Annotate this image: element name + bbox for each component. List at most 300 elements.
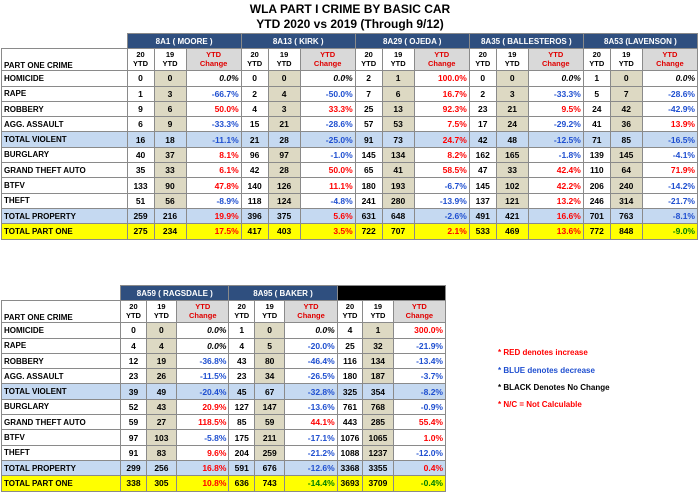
ytd-change: -20.0%	[285, 338, 337, 353]
table-row	[2, 193, 698, 208]
ytd-change: -0.4%	[393, 476, 445, 491]
year-label: 19	[165, 50, 175, 60]
ytd-change: -12.5%	[528, 132, 583, 147]
value-2019: 0	[154, 71, 186, 86]
value-2019: 147	[254, 399, 284, 414]
section-header: 8A35 ( BALLESTEROS )	[469, 34, 583, 49]
ytd-change: -46.4%	[285, 353, 337, 368]
report-subtitle: YTD 2020 vs 2019 (Through 9/12)	[256, 17, 444, 31]
year-label: 19	[279, 50, 289, 60]
ytd-change: -2.6%	[414, 208, 469, 223]
value-2020: 137	[469, 193, 496, 208]
value-2020: 0	[127, 71, 154, 86]
year-label: 20	[592, 50, 601, 60]
value-2020: 1	[229, 323, 255, 338]
year-label: 20	[364, 50, 373, 60]
value-2019: 37	[154, 147, 186, 162]
header-blank	[2, 34, 128, 49]
value-2019: 124	[268, 193, 300, 208]
table-row	[2, 224, 698, 239]
ytd-change: -21.7%	[642, 193, 697, 208]
column-header-2020	[229, 301, 255, 323]
value-2019: 1237	[363, 445, 393, 460]
ytd-change: 19.9%	[186, 208, 241, 223]
table-row	[2, 460, 446, 475]
value-2020: 6	[127, 117, 154, 132]
column-header-change	[393, 301, 445, 323]
ytd-change: -4.8%	[300, 193, 355, 208]
value-2020: 96	[241, 147, 268, 162]
value-2020: 43	[229, 353, 255, 368]
ytd-label: YTD	[434, 50, 450, 60]
value-2019: 53	[382, 117, 414, 132]
value-2019: 3709	[363, 476, 393, 491]
value-2020: 4	[337, 323, 363, 338]
column-header-2019	[268, 49, 300, 71]
value-2019: 0	[146, 323, 176, 338]
ytd-change: -26.5%	[285, 369, 337, 384]
value-2019: 9	[154, 117, 186, 132]
value-2019: 56	[154, 193, 186, 208]
value-2019: 5	[254, 338, 284, 353]
ytd-change: -28.6%	[642, 86, 697, 101]
ytd-label: YTD	[320, 50, 336, 60]
ytd-change: 16.7%	[414, 86, 469, 101]
ytd-change: -17.1%	[285, 430, 337, 445]
table-row	[2, 208, 698, 223]
year-label: 19	[393, 50, 403, 60]
value-2020: 9	[127, 101, 154, 116]
row-label: TOTAL VIOLENT	[2, 132, 128, 147]
ytd-change: -14.2%	[642, 178, 697, 193]
value-2020: 4	[241, 101, 268, 116]
ytd-change: -29.2%	[528, 117, 583, 132]
ytd-change: -13.9%	[414, 193, 469, 208]
value-2019: 3	[154, 86, 186, 101]
ytd-label: YTD	[206, 50, 222, 60]
row-label: HOMICIDE	[2, 323, 121, 338]
ytd-change: 58.5%	[414, 163, 469, 178]
ytd-change: -28.6%	[300, 117, 355, 132]
year-label: 20	[237, 302, 246, 312]
section-header: 8A95 ( BAKER )	[229, 286, 337, 301]
value-2020: 65	[355, 163, 382, 178]
value-2020: 133	[127, 178, 154, 193]
header-blank	[2, 286, 121, 301]
column-header-2019	[254, 301, 284, 323]
value-2019: 469	[496, 224, 528, 239]
value-2020: 139	[583, 147, 610, 162]
value-2019: 421	[496, 208, 528, 223]
row-label: TOTAL PROPERTY	[2, 208, 128, 223]
value-2019: 354	[363, 384, 393, 399]
value-2020: 206	[583, 178, 610, 193]
ytd-change: -36.8%	[177, 353, 229, 368]
value-2020: 1076	[337, 430, 363, 445]
value-2019: 49	[146, 384, 176, 399]
table-row	[2, 163, 698, 178]
ytd-change: 20.9%	[177, 399, 229, 414]
ytd-change: 55.4%	[393, 415, 445, 430]
ytd-change: 9.5%	[528, 101, 583, 116]
top-crime-table	[1, 33, 698, 240]
ytd-change: 0.4%	[393, 460, 445, 475]
value-2019: 403	[268, 224, 300, 239]
value-2019: 42	[610, 101, 642, 116]
value-2019: 314	[610, 193, 642, 208]
value-2020: 97	[121, 430, 147, 445]
value-2019: 83	[146, 445, 176, 460]
value-2019: 768	[363, 399, 393, 414]
ytd-change: 118.5%	[177, 415, 229, 430]
ytd-change: -12.6%	[285, 460, 337, 475]
value-2020: 180	[337, 369, 363, 384]
ytd-change: -4.1%	[642, 147, 697, 162]
ytd-change: 50.0%	[186, 101, 241, 116]
year-label: 19	[508, 50, 517, 60]
ytd-change: -11.5%	[177, 369, 229, 384]
value-2019: 4	[268, 86, 300, 101]
column-header-crime: PART ONE CRIME	[2, 49, 128, 71]
ytd-change: 16.6%	[528, 208, 583, 223]
ytd-change: -3.7%	[393, 369, 445, 384]
value-2020: 59	[121, 415, 147, 430]
value-2019: 24	[496, 117, 528, 132]
value-2019: 145	[610, 147, 642, 162]
value-2020: 1088	[337, 445, 363, 460]
ytd-label: YTD	[234, 310, 250, 320]
table-row	[2, 369, 446, 384]
ytd-change: -21.2%	[285, 445, 337, 460]
value-2019: 36	[610, 117, 642, 132]
row-label: BURGLARY	[2, 399, 121, 414]
value-2019: 27	[146, 415, 176, 430]
value-2020: 41	[583, 117, 610, 132]
ytd-change: 33.3%	[300, 101, 355, 116]
value-2019: 28	[268, 163, 300, 178]
column-header-change	[642, 49, 697, 71]
ytd-change: -5.8%	[177, 430, 229, 445]
value-2020: 417	[241, 224, 268, 239]
ytd-change: -8.9%	[186, 193, 241, 208]
year-label: 19	[622, 50, 631, 60]
table-row	[2, 132, 698, 147]
value-2020: 5	[583, 86, 610, 101]
ytd-change: 100.0%	[414, 71, 469, 86]
value-2019: 21	[496, 101, 528, 116]
ytd-change: 0.0%	[285, 323, 337, 338]
value-2020: 2	[469, 86, 496, 101]
ytd-change: -9.0%	[642, 224, 697, 239]
row-label: GRAND THEFT AUTO	[2, 163, 128, 178]
ytd-change: -20.4%	[177, 384, 229, 399]
value-2019: 32	[363, 338, 393, 353]
value-2020: 0	[121, 323, 147, 338]
ytd-label: YTD	[618, 58, 634, 68]
row-label: RAPE	[2, 86, 128, 101]
value-2019: 34	[254, 369, 284, 384]
ytd-change: 300.0%	[393, 323, 445, 338]
value-2019: 240	[610, 178, 642, 193]
table-row	[2, 71, 698, 86]
change-label: Change	[189, 310, 217, 320]
ytd-change: 16.8%	[177, 460, 229, 475]
row-label: TOTAL PART ONE	[2, 476, 121, 491]
value-2019: 285	[363, 415, 393, 430]
ytd-change: -66.7%	[186, 86, 241, 101]
value-2020: 4	[229, 338, 255, 353]
value-2019: 165	[496, 147, 528, 162]
value-2019: 19	[146, 353, 176, 368]
change-label: Change	[297, 310, 325, 320]
value-2020: 772	[583, 224, 610, 239]
ytd-change: -33.3%	[528, 86, 583, 101]
value-2020: 35	[127, 163, 154, 178]
column-header-2019	[154, 49, 186, 71]
year-label: 20	[345, 302, 355, 312]
value-2020: 110	[583, 163, 610, 178]
value-2019: 305	[146, 476, 176, 491]
value-2019: 18	[154, 132, 186, 147]
value-2019: 211	[254, 430, 284, 445]
value-2019: 134	[382, 147, 414, 162]
value-2020: 42	[469, 132, 496, 147]
value-2020: 145	[355, 147, 382, 162]
value-2020: 17	[469, 117, 496, 132]
value-2020: 91	[355, 132, 382, 147]
section-header: 8A29 ( OJEDA )	[355, 34, 469, 49]
table-row	[2, 101, 698, 116]
ytd-change: 8.2%	[414, 147, 469, 162]
column-header-change	[186, 49, 241, 71]
value-2020: 338	[121, 476, 147, 491]
ytd-label: YTD	[276, 58, 292, 68]
value-2019: 13	[382, 101, 414, 116]
value-2020: 1	[583, 71, 610, 86]
value-2019: 3355	[363, 460, 393, 475]
year-label: 20	[136, 50, 145, 60]
report-title: WLA PART I CRIME BY BASIC CAR	[249, 2, 451, 16]
value-2019: 375	[268, 208, 300, 223]
value-2019: 85	[610, 132, 642, 147]
value-2020: 39	[121, 384, 147, 399]
row-label: ROBBERY	[2, 353, 121, 368]
value-2020: 722	[355, 224, 382, 239]
value-2020: 45	[229, 384, 255, 399]
value-2020: 325	[337, 384, 363, 399]
value-2020: 91	[121, 445, 147, 460]
ytd-change: -13.6%	[285, 399, 337, 414]
ytd-label: YTD	[370, 310, 386, 320]
ytd-change: -1.8%	[528, 147, 583, 162]
ytd-change: -14.4%	[285, 476, 337, 491]
value-2019: 0	[254, 323, 284, 338]
ytd-change: -16.5%	[642, 132, 697, 147]
section-header: 8A13 ( KIRK )	[241, 34, 355, 49]
value-2020: 299	[121, 460, 147, 475]
value-2020: 71	[583, 132, 610, 147]
column-header-2019	[363, 301, 393, 323]
value-2020: 40	[127, 147, 154, 162]
ytd-label: YTD	[303, 302, 319, 312]
value-2020: 0	[469, 71, 496, 86]
value-2019: 43	[146, 399, 176, 414]
value-2019: 7	[610, 86, 642, 101]
value-2020: 162	[469, 147, 496, 162]
value-2020: 2	[355, 71, 382, 86]
value-2020: 24	[583, 101, 610, 116]
ytd-change: 8.1%	[186, 147, 241, 162]
ytd-change: 0.0%	[177, 338, 229, 353]
value-2020: 241	[355, 193, 382, 208]
table-row	[2, 338, 446, 353]
value-2019: 102	[496, 178, 528, 193]
value-2019: 59	[254, 415, 284, 430]
ytd-change: 11.1%	[300, 178, 355, 193]
value-2020: 116	[337, 353, 363, 368]
value-2020: 2	[241, 86, 268, 101]
value-2019: 1065	[363, 430, 393, 445]
ytd-label: YTD	[504, 58, 520, 68]
table-row	[2, 353, 446, 368]
column-header-change	[528, 49, 583, 71]
value-2019: 0	[268, 71, 300, 86]
row-label: GRAND THEFT AUTO	[2, 415, 121, 430]
ytd-change: -11.1%	[186, 132, 241, 147]
value-2019: 33	[496, 163, 528, 178]
value-2019: 1	[382, 71, 414, 86]
value-2019: 193	[382, 178, 414, 193]
value-2020: 259	[127, 208, 154, 223]
value-2020: 175	[229, 430, 255, 445]
row-label: TOTAL VIOLENT	[2, 384, 121, 399]
ytd-change: 10.8%	[177, 476, 229, 491]
row-label: ROBBERY	[2, 101, 128, 116]
column-header-crime: PART ONE CRIME	[2, 301, 121, 323]
value-2019: 80	[254, 353, 284, 368]
ytd-change: 24.7%	[414, 132, 469, 147]
column-header-change	[177, 301, 229, 323]
table-row	[2, 430, 446, 445]
row-label: BTFV	[2, 178, 128, 193]
value-2020: 443	[337, 415, 363, 430]
column-header-2020	[121, 301, 147, 323]
value-2019: 33	[154, 163, 186, 178]
year-label: 19	[157, 302, 166, 312]
value-2020: 23	[121, 369, 147, 384]
ytd-label: YTD	[133, 58, 149, 68]
column-header-2020	[355, 49, 382, 71]
value-2020: 3693	[337, 476, 363, 491]
column-header-2019	[610, 49, 642, 71]
ytd-label: YTD	[361, 58, 377, 68]
ytd-change: 0.0%	[300, 71, 355, 86]
ytd-label: YTD	[548, 50, 564, 60]
ytd-change: 0.0%	[177, 323, 229, 338]
value-2019: 28	[268, 132, 300, 147]
value-2020: 16	[127, 132, 154, 147]
column-header-2020	[241, 49, 268, 71]
column-header-2020	[469, 49, 496, 71]
ytd-change: -42.9%	[642, 101, 697, 116]
value-2019: 26	[146, 369, 176, 384]
value-2020: 25	[337, 338, 363, 353]
value-2019: 280	[382, 193, 414, 208]
ytd-label: YTD	[195, 302, 211, 312]
legend-increase: * RED denotes increase	[498, 348, 588, 357]
section-header: WLA Area Total	[337, 286, 445, 301]
value-2020: 127	[229, 399, 255, 414]
value-2020: 636	[229, 476, 255, 491]
value-2020: 591	[229, 460, 255, 475]
column-header-change	[300, 49, 355, 71]
value-2019: 6	[154, 101, 186, 116]
row-label: TOTAL PART ONE	[2, 224, 128, 239]
ytd-label: YTD	[162, 58, 178, 68]
value-2020: 47	[469, 163, 496, 178]
ytd-change: -32.8%	[285, 384, 337, 399]
legend-no-change: * BLACK Denotes No Change	[498, 383, 610, 392]
ytd-change: 6.1%	[186, 163, 241, 178]
value-2019: 134	[363, 353, 393, 368]
column-header-2020	[583, 49, 610, 71]
ytd-label: YTD	[589, 58, 605, 68]
column-header-2019	[496, 49, 528, 71]
table-row	[2, 86, 698, 101]
row-label: BTFV	[2, 430, 121, 445]
table-row	[2, 399, 446, 414]
ytd-change: -0.9%	[393, 399, 445, 414]
ytd-change: -13.4%	[393, 353, 445, 368]
value-2020: 140	[241, 178, 268, 193]
value-2020: 42	[241, 163, 268, 178]
ytd-change: 13.6%	[528, 224, 583, 239]
value-2020: 491	[469, 208, 496, 223]
change-label: Change	[199, 58, 228, 68]
value-2019: 67	[254, 384, 284, 399]
change-label: Change	[542, 58, 570, 68]
value-2020: 12	[121, 353, 147, 368]
ytd-change: 42.2%	[528, 178, 583, 193]
ytd-change: 92.3%	[414, 101, 469, 116]
change-label: Change	[427, 58, 456, 68]
value-2020: 761	[337, 399, 363, 414]
value-2019: 3	[496, 86, 528, 101]
table-row	[2, 117, 698, 132]
value-2020: 533	[469, 224, 496, 239]
ytd-change: 2.1%	[414, 224, 469, 239]
value-2020: 396	[241, 208, 268, 223]
row-label: RAPE	[2, 338, 121, 353]
ytd-change: 0.0%	[528, 71, 583, 86]
row-label: TOTAL PROPERTY	[2, 460, 121, 475]
value-2020: 3368	[337, 460, 363, 475]
ytd-label: YTD	[411, 302, 427, 312]
table-row	[2, 415, 446, 430]
value-2019: 743	[254, 476, 284, 491]
row-label: THEFT	[2, 193, 128, 208]
value-2019: 64	[610, 163, 642, 178]
value-2019: 1	[363, 323, 393, 338]
ytd-change: 13.2%	[528, 193, 583, 208]
section-header: 8A1 ( MOORE )	[127, 34, 241, 49]
value-2020: 85	[229, 415, 255, 430]
row-label: HOMICIDE	[2, 71, 128, 86]
value-2019: 126	[268, 178, 300, 193]
ytd-label: YTD	[247, 58, 263, 68]
value-2020: 145	[469, 178, 496, 193]
ytd-change: 42.4%	[528, 163, 583, 178]
